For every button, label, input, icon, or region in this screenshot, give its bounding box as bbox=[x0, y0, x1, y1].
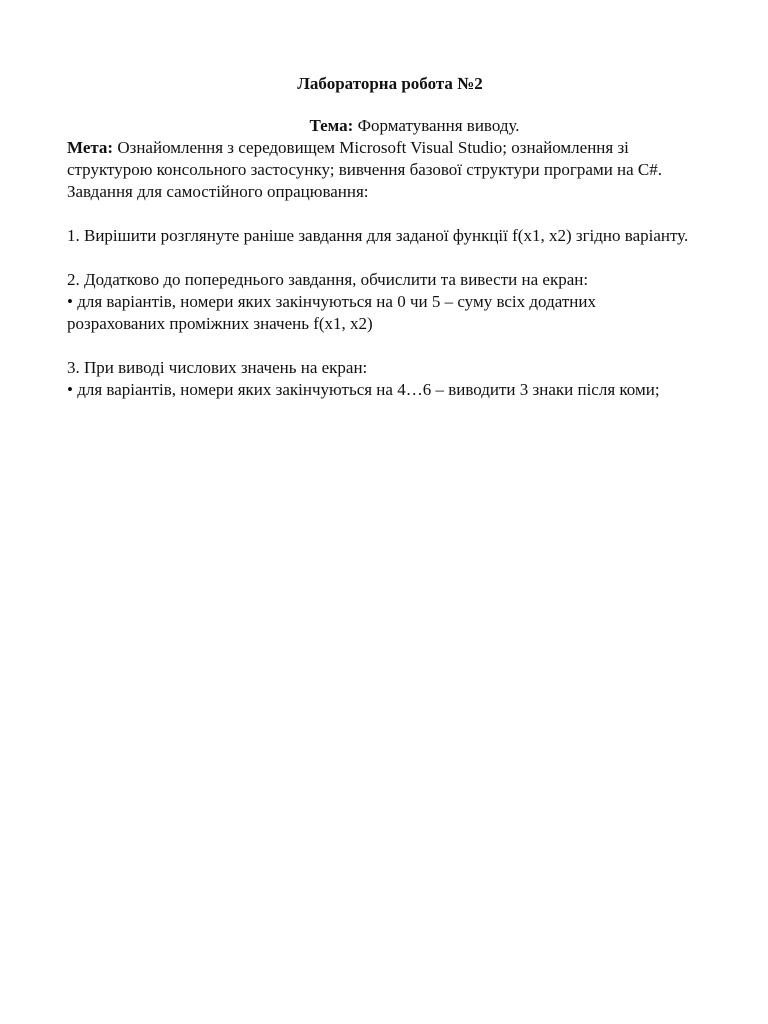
task-3-line-2: • для варіантів, номери яких закінчуються на 4…6 – виводити 3 знаки після коми; bbox=[67, 380, 660, 399]
document-body bbox=[67, 115, 737, 401]
topic-label: Тема: bbox=[309, 116, 354, 135]
task-3-line-1: 3. При виводі числових значень на екран: bbox=[67, 358, 368, 377]
task-2-line-3: розрахованих проміжних значень f(x1, x2) bbox=[67, 314, 373, 333]
document-title: Лабораторна робота №2 bbox=[297, 74, 483, 93]
task-2-line-1: 2. Додатково до попереднього завдання, обчислити та вивести на екран: bbox=[67, 270, 589, 289]
spacer bbox=[67, 247, 737, 269]
goal-label: Мета: bbox=[67, 138, 114, 157]
goal-text-1: Ознайомлення з середовищем Microsoft Visual Studio; ознайомлення зі bbox=[113, 138, 629, 157]
topic-line bbox=[67, 115, 737, 137]
spacer bbox=[67, 203, 737, 225]
task-2-line-2: • для варіантів, номери яких закінчуються на 0 чи 5 – суму всіх додатних bbox=[67, 292, 596, 311]
goal-line-2: структурою консольного застосунку; вивчення базової структури програми на C#. bbox=[67, 160, 663, 179]
tasks-heading: Завдання для самостійного опрацювання: bbox=[67, 182, 369, 201]
topic-text: Форматування виводу. bbox=[353, 116, 520, 135]
task-1: 1. Вирішити розглянуте раніше завдання для заданої функції f(x1, x2) згідно варіанту. bbox=[67, 226, 689, 245]
spacer bbox=[67, 335, 737, 357]
goal-line-1 bbox=[67, 137, 737, 159]
